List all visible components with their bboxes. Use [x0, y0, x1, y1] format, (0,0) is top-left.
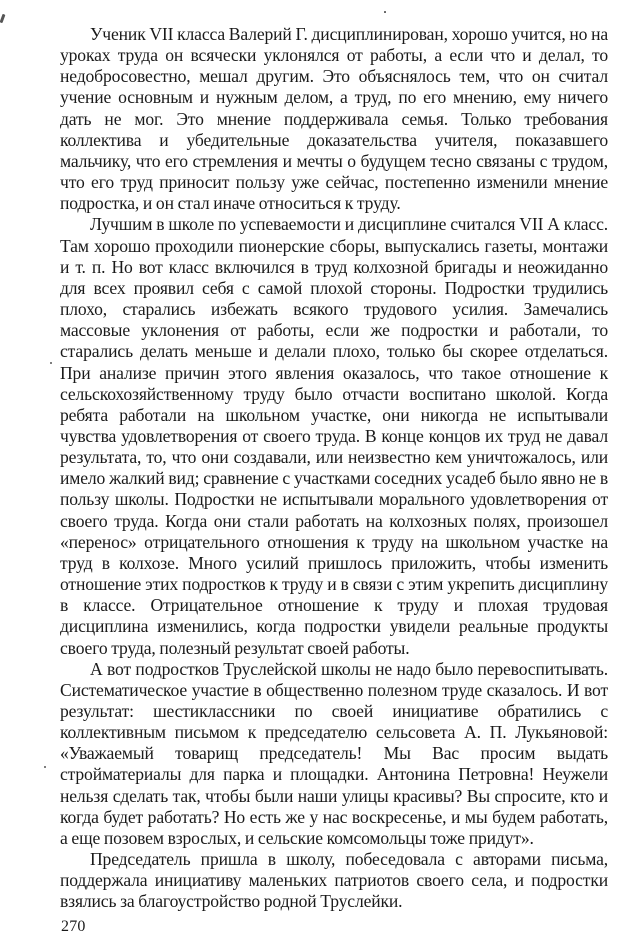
page-number: 270	[61, 918, 86, 935]
paragraph-valeriy: Ученик VII класса Валерий Г. дисциплинирован, хорошо учится, но на уроках труда он всячески уклонялся от работы, а если что и делал, то недобросовестно, мешал другим. Это объяснялось тем, что он считал учение основным и нужным делом, а труд, по его мнению, ему ничего дать не мог. Это мнение поддерживала семья. Только требования коллектива и убедительные доказательства учителя, показавшего мальчику, что его стремления и мечты о будущем тесно связаны с трудом, что его труд приносит пользу уже сейчас, постепенно изменили мнение подростка, и он стал иначе относиться к труду.	[60, 24, 608, 214]
scan-speck	[50, 362, 52, 364]
paragraph-seventh-a-class: Лучшим в школе по успеваемости и дисциплине считался VII А класс. Там хорошо проходили пионерские сборы, выпускались газеты, монтажи и т. п. Но вот класс включился в труд колхозной бригады и неожиданно для всех проявил себя с самой плохой стороны. Подростки трудились плохо, старались избежать всякого трудового усилия. Замечались массовые уклонения от работы, если же подростки и работали, то старались делать меньше и делали плохо, только бы скорее отделаться. При анализе причин этого явления оказалось, что такое отношение к сельскохозяйственному труду было отчасти воспитано школой. Когда ребята работали на школьном участке, они никогда не испытывали чувства удовлетворения от своего труда. В конце концов их труд не давал результата, то, что они создавали, или неизвестно кем уничтожалось, или имело жалкий вид; сравнение с участками соседних усадеб было явно не в пользу школы. Подростки не испытывали морального удовлетворения от своего труда. Когда они стали работать на колхозных полях, произошел «перенос» отрицательного отношения к труду на школьном участке на труд в колхозе. Много усилий пришлось приложить, чтобы изменить отношение этих подростков к труду и в связи с этим укрепить дисциплину в классе. Отрицательное отношение к труду и плохая трудовая дисциплина изменились, когда подростки увидели реальные продукты своего труда, полезный результат своей работы.	[60, 214, 608, 658]
paragraph-chairwoman: Председатель пришла в школу, побеседовала с авторами письма, поддержала инициативу маленьких патриотов своего села, и подростки взялись за благоустройство родной Труслейки.	[60, 849, 608, 912]
book-page	[60, 24, 608, 919]
paragraph-trusley-school: А вот подростков Труслейской школы не надо было перевоспитывать. Систематическое участие в общественно полезном труде сказалось. И вот результат: шестиклассники по своей инициативе обратились с коллективным письмом к председателю сельсовета А. П. Лукьяновой: «Уважаемый товарищ председатель! Мы Вас просим выдать стройматериалы для парка и площадки. Антонина Петровна! Неужели нельзя сделать так, чтобы были наши улицы красивы? Вы спросите, кто и когда будет работать? Но есть же у нас воскресенье, и мы будем работать, а еще позовем взрослых, и сельские комсомольцы тоже придут».	[60, 658, 608, 848]
scan-speck	[44, 766, 46, 768]
scan-speck	[0, 14, 5, 23]
scan-speck	[384, 11, 386, 13]
